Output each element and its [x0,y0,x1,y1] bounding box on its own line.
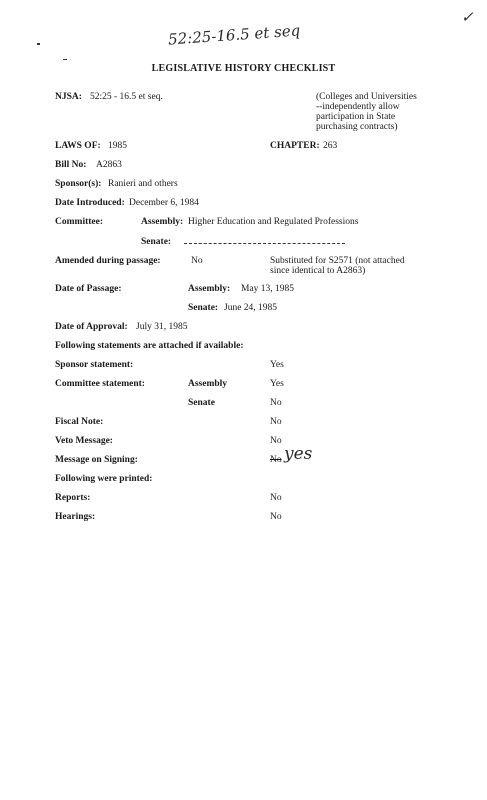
njsa-note-line: --independently allow [316,102,400,112]
passage-assembly-label: Assembly: [188,284,231,294]
committee-statement-assembly-label: Assembly [188,379,228,389]
chapter-label: CHAPTER: [270,141,320,151]
date-introduced-label: Date Introduced: [55,198,125,208]
laws-of-value: 1985 [108,141,127,151]
hearings-value: No [270,512,282,522]
scan-mark [37,43,40,45]
passage-senate-value: June 24, 1985 [224,303,278,313]
sponsor-statement-label: Sponsor statement: [55,360,134,370]
printed-heading: Following were printed: [55,474,153,484]
reports-label: Reports: [55,493,91,503]
date-of-approval-label: Date of Approval: [55,322,128,332]
message-on-signing-value: No [270,455,282,465]
amended-note-line: Substituted for S2571 (not attached [270,256,405,266]
chapter-value: 263 [323,141,338,151]
committee-assembly-label: Assembly: [141,217,184,227]
committee-statement-label: Committee statement: [55,379,145,389]
laws-of-label: LAWS OF: [55,141,101,151]
reports-value: No [270,493,282,503]
amended-value: No [191,256,203,266]
bill-no-label: Bill No: [55,160,87,170]
committee-senate-blank-line [184,243,345,244]
date-introduced-value: December 6, 1984 [129,198,199,208]
njsa-note-line: participation in State [316,112,396,122]
committee-assembly-value: Higher Education and Regulated Professions [188,217,359,227]
fiscal-note-value: No [270,417,282,427]
fiscal-note-label: Fiscal Note: [55,417,104,427]
amended-label: Amended during passage: [55,256,161,266]
njsa-note-line: purchasing contracts) [316,122,398,132]
sponsor-statement-value: Yes [270,360,284,370]
committee-label: Committee: [55,217,104,227]
amended-note-line: since identical to A2863) [270,266,366,276]
date-of-passage-label: Date of Passage: [55,284,122,294]
date-of-approval-value: July 31, 1985 [136,322,188,332]
handwritten-header-note: 52:25-16.5 et seq [167,21,301,49]
njsa-note-line: (Colleges and Universities [316,92,417,102]
committee-senate-label: Senate: [141,237,172,247]
veto-message-label: Veto Message: [55,436,113,446]
message-on-signing-label: Message on Signing: [55,455,138,465]
page-title: LEGISLATIVE HISTORY CHECKLIST [151,63,336,74]
sponsors-value: Ranieri and others [108,179,178,189]
committee-statement-assembly-value: Yes [270,379,284,389]
njsa-value: 52:25 - 16.5 et seq. [90,92,163,102]
passage-assembly-value: May 13, 1985 [241,284,295,294]
hearings-label: Hearings: [55,512,96,522]
handwritten-signing-correction: yes [284,444,313,464]
njsa-label: NJSA: [55,92,82,102]
passage-senate-label: Senate: [188,303,219,313]
bill-no-value: A2863 [96,160,122,170]
sponsors-label: Sponsor(s): [55,179,102,189]
statements-heading: Following statements are attached if available: [55,341,244,351]
veto-message-value: No [270,436,282,446]
committee-statement-senate-value: No [270,398,282,408]
scan-mark [63,59,67,60]
committee-statement-senate-label: Senate [188,398,215,408]
checkmark-icon: ✓ [461,8,474,26]
